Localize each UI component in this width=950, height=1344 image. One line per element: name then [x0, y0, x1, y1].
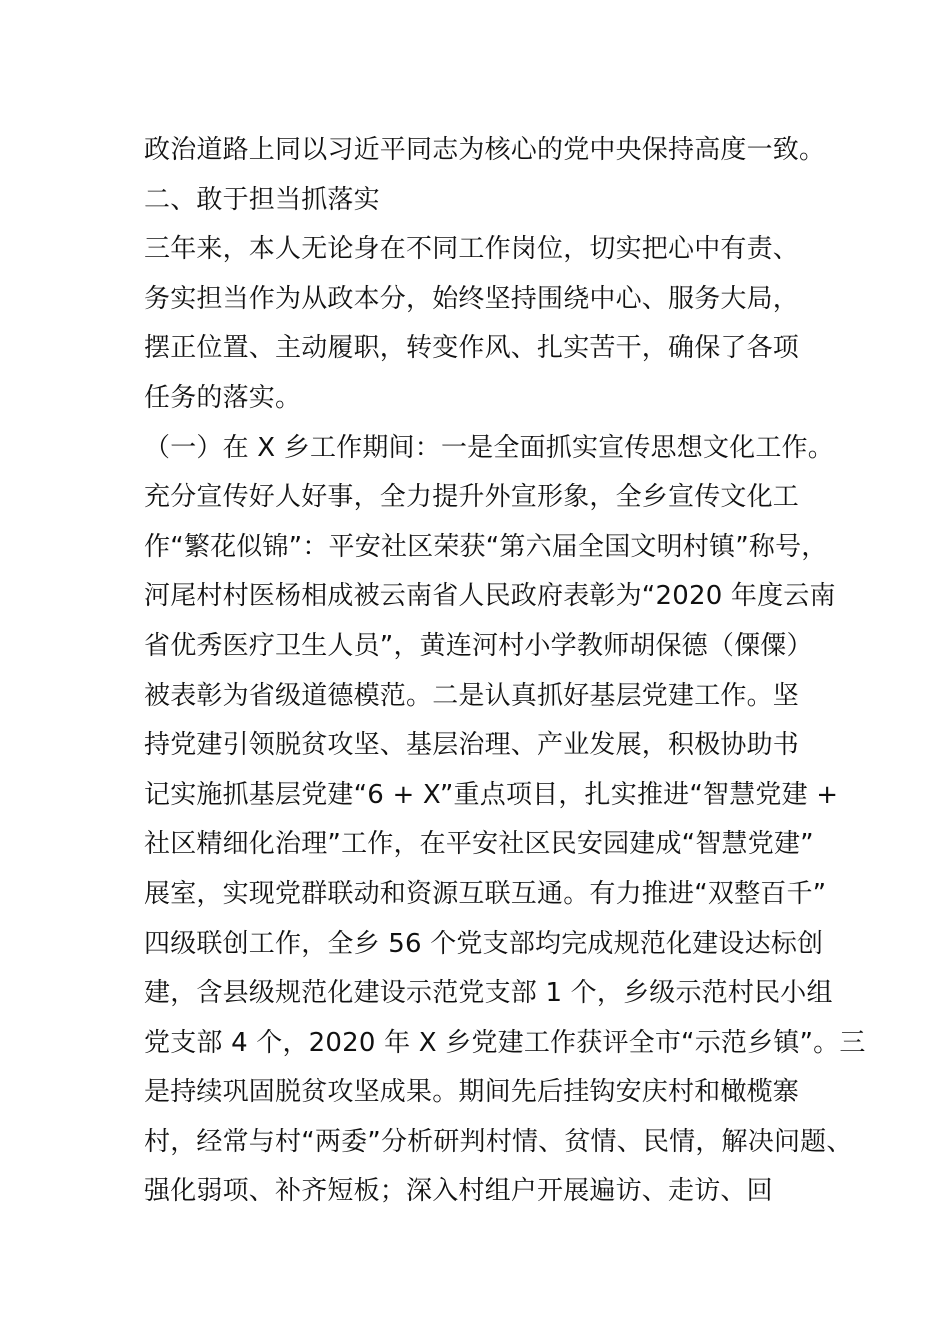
- text-line: 建，含县级规范化建设示范党支部 1 个，乡级示范村民小组: [144, 978, 833, 1009]
- text-line: 记实施抓基层党建“6 + X”重点项目，扎实推进“智慧党建 +: [144, 779, 839, 810]
- text-line: 四级联创工作，全乡 56 个党支部均完成规范化建设达标创: [144, 928, 824, 959]
- text-line: 展室，实现党群联动和资源互联互通。有力推进“双整百千”: [144, 878, 827, 909]
- text-line: 河尾村村医杨相成被云南省人民政府表彰为“2020 年度云南: [144, 581, 836, 612]
- text-line: 作“繁花似锦”：平安社区荣获“第六届全国文明村镇”称号，: [144, 531, 828, 562]
- text-line: 党支部 4 个，2020 年 X 乡党建工作获评全市“示范乡镇”。三: [144, 1027, 866, 1058]
- document-body: [144, 126, 866, 1217]
- text-line: 强化弱项、补齐短板；深入村组户开展遍访、走访、回: [144, 1176, 773, 1207]
- section-heading: 二、敢于担当抓落实: [144, 184, 380, 215]
- text-line: 摆正位置、主动履职，转变作风、扎实苦干，确保了各项: [144, 333, 800, 364]
- text-line: 充分宣传好人好事，全力提升外宣形象，全乡宣传文化工: [144, 482, 800, 513]
- text-line: 政治道路上同以习近平同志为核心的党中央保持高度一致。: [144, 135, 826, 165]
- text-line: 三年来，本人无论身在不同工作岗位，切实把心中有责、: [144, 234, 800, 265]
- text-line: 社区精细化治理”工作，在平安社区民安园建成“智慧党建”: [144, 829, 814, 860]
- text-line: 务实担当作为从政本分，始终坚持围绕中心、服务大局，: [144, 283, 800, 314]
- text-line: （一）在 X 乡工作期间：一是全面抓实宣传思想文化工作。: [144, 432, 834, 463]
- text-line: 任务的落实。: [144, 382, 302, 413]
- text-line: 被表彰为省级道德模范。二是认真抓好基层党建工作。坚: [144, 680, 800, 711]
- text-line: 是持续巩固脱贫攻坚成果。期间先后挂钩安庆村和橄榄寨: [144, 1077, 800, 1108]
- text-line: 持党建引领脱贫攻坚、基层治理、产业发展，积极协助书: [144, 730, 800, 761]
- text-line: 村，经常与村“两委”分析研判村情、贫情、民情，解决问题、: [144, 1126, 853, 1157]
- text-line: 省优秀医疗卫生人员”，黄连河村小学教师胡保德（傈僳）: [144, 630, 813, 661]
